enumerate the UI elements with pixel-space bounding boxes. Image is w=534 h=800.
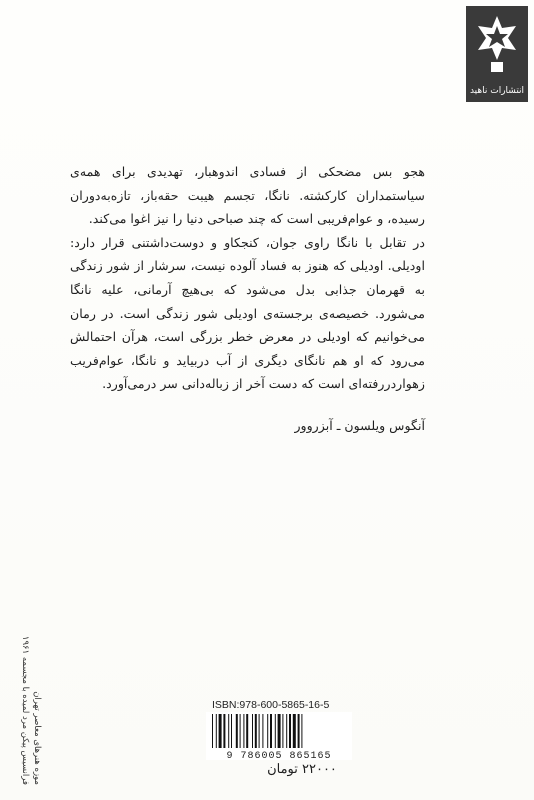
blurb-paragraph-2: در تقابل با نانگا راوی جوان، کنجکاو و دوست‌داشتنی قرار دارد: اودیلی. اودیلی که هنوز به فساد آلوده نیست، سرشار از شور زندگی به قهرمان جذابی بدل می‌شود که بی‌هیچ آرمانی، علیه نانگا می‌شورد. خصیصه‌ی برجسته‌ی اودیلی شور زندگی است. در رمان می‌خوانیم که اودیلی در معرض خطر بزرگی است، هرآن احتمالش می‌رود که او هم نانگای دیگری از آب دربیاید و نانگا، عوام‌فریب زهواردررفته‌ای است که دست آخر از زباله‌دانی سر درمی‌آورد.	[70, 234, 425, 392]
cover-art-credit-line-2: موزه هنرهای معاصر تهران	[32, 691, 42, 785]
publisher-logo	[466, 6, 528, 102]
isbn-barcode	[206, 712, 352, 760]
barcode-digits: 9 786005 865165	[226, 751, 332, 762]
star-emblem-icon	[474, 14, 520, 76]
quote-attribution: آنگوس ویلسون ـ آبزروور	[294, 418, 425, 433]
isbn-label: ISBN:978-600-5865-16-5	[212, 699, 330, 711]
price: ۲۲۰۰۰ تومان	[267, 762, 337, 777]
cover-art-credit-line-1: فرانسیس پیکن مرد لمیده با مجسمه ۱۹۶۱	[20, 635, 30, 785]
cover-art-credit	[14, 595, 42, 785]
blurb-text	[70, 160, 425, 396]
barcode-icon	[210, 714, 348, 748]
publisher-name: انتشارات ناهید	[469, 86, 525, 96]
blurb-paragraph-1: هجو بس مضحکی از فسادی اندوهبار، تهدیدی برای همه‌ی سیاستمداران کارکشته. نانگا، تجسم هیبت حقه‌باز، تازه‌به‌دوران رسیده، و عوام‌فریبی است که چند صباحی دنیا را نیز اغوا می‌کند.	[70, 164, 425, 227]
